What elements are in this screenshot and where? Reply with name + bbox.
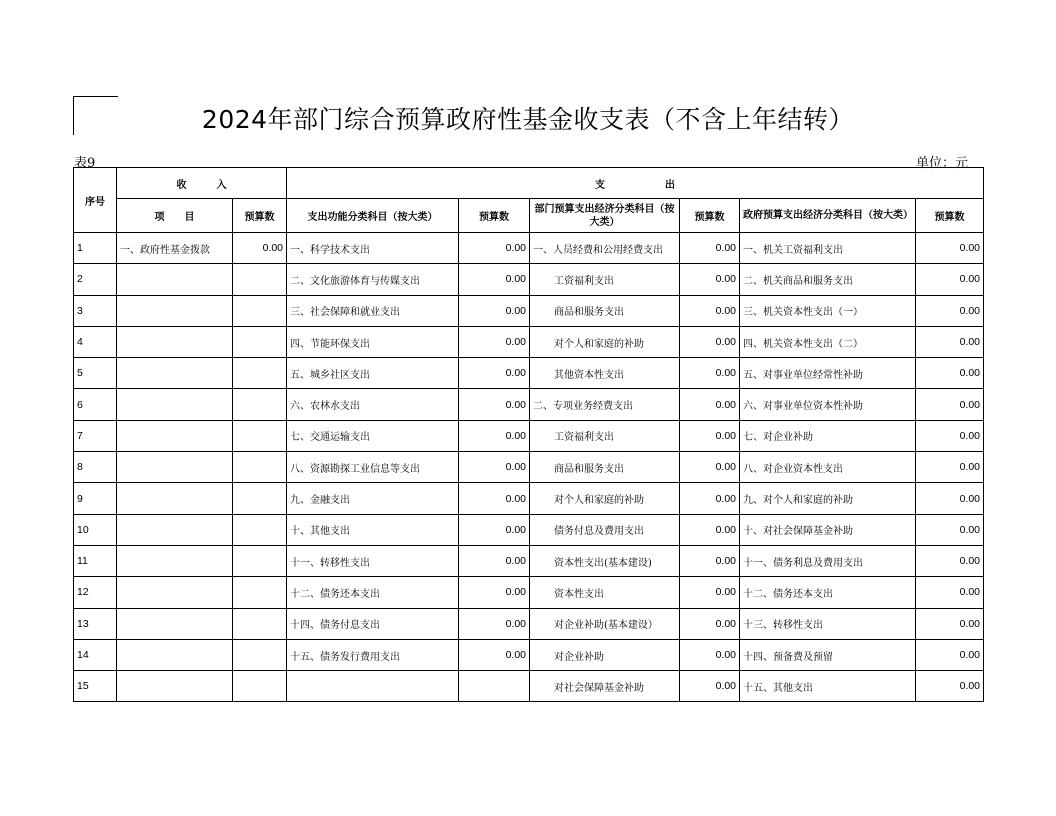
cell-seq: 7 xyxy=(74,420,117,451)
cell-seq: 6 xyxy=(74,389,117,420)
cell-income-item xyxy=(117,483,233,514)
cell-func-amount: 0.00 xyxy=(459,389,530,420)
cell-dept-amount: 0.00 xyxy=(680,639,740,670)
cell-func-class: 七、交通运输支出 xyxy=(287,420,459,451)
cell-gov-econ-class: 八、对企业资本性支出 xyxy=(740,452,916,483)
cell-gov-econ-class: 二、机关商品和服务支出 xyxy=(740,264,916,295)
cell-gov-econ-class: 十二、债务还本支出 xyxy=(740,577,916,608)
table-row xyxy=(74,326,984,357)
cell-gov-econ-class: 三、机关资本性支出（一） xyxy=(740,295,916,326)
cell-gov-amount: 0.00 xyxy=(916,420,984,451)
cell-dept-econ-class: 其他资本性支出 xyxy=(530,358,680,389)
header-seq: 序号 xyxy=(74,168,117,233)
header-gov-econ-class: 政府预算支出经济分类科目（按大类） xyxy=(740,199,916,233)
cell-dept-econ-class: 资本性支出(基本建设) xyxy=(530,545,680,576)
cell-gov-econ-class: 十一、债务利息及费用支出 xyxy=(740,545,916,576)
table-row xyxy=(74,639,984,670)
cell-func-amount xyxy=(459,671,530,702)
cell-income-item xyxy=(117,608,233,639)
cell-seq: 14 xyxy=(74,639,117,670)
cell-dept-amount: 0.00 xyxy=(680,326,740,357)
cell-gov-amount: 0.00 xyxy=(916,671,984,702)
table-row xyxy=(74,233,984,264)
header-func-amount: 预算数 xyxy=(459,199,530,233)
header-expense: 支 出 xyxy=(287,168,984,199)
cell-gov-econ-class: 十、对社会保障基金补助 xyxy=(740,514,916,545)
cell-income-amount xyxy=(233,577,287,608)
cell-income-amount xyxy=(233,264,287,295)
cell-dept-amount: 0.00 xyxy=(680,389,740,420)
cell-gov-amount: 0.00 xyxy=(916,545,984,576)
cell-gov-amount: 0.00 xyxy=(916,264,984,295)
cell-func-class: 十四、债务付息支出 xyxy=(287,608,459,639)
cell-dept-econ-class: 对企业补助 xyxy=(530,639,680,670)
table-number: 表9 xyxy=(74,156,96,171)
cell-dept-econ-class: 商品和服务支出 xyxy=(530,295,680,326)
cell-dept-econ-class: 对社会保障基金补助 xyxy=(530,671,680,702)
cell-gov-amount: 0.00 xyxy=(916,577,984,608)
cell-seq: 3 xyxy=(74,295,117,326)
table-row xyxy=(74,420,984,451)
cell-income-amount xyxy=(233,514,287,545)
cell-gov-amount: 0.00 xyxy=(916,452,984,483)
cell-func-class: 三、社会保障和就业支出 xyxy=(287,295,459,326)
table-row xyxy=(74,545,984,576)
cell-dept-econ-class: 工资福利支出 xyxy=(530,264,680,295)
cell-seq: 10 xyxy=(74,514,117,545)
table-row xyxy=(74,671,984,702)
cell-gov-amount: 0.00 xyxy=(916,608,984,639)
header-gov-amount: 预算数 xyxy=(916,199,984,233)
cell-income-amount xyxy=(233,671,287,702)
cell-func-amount: 0.00 xyxy=(459,639,530,670)
cell-seq: 13 xyxy=(74,608,117,639)
cell-dept-amount: 0.00 xyxy=(680,295,740,326)
table-row xyxy=(74,264,984,295)
table-row xyxy=(74,608,984,639)
page-title: 2024年部门综合预算政府性基金收支表（不含上年结转） xyxy=(201,105,855,134)
cell-seq: 2 xyxy=(74,264,117,295)
cell-income-item xyxy=(117,577,233,608)
cell-gov-econ-class: 十五、其他支出 xyxy=(740,671,916,702)
cell-income-item: 一、政府性基金拨款 xyxy=(117,233,233,264)
cell-income-amount xyxy=(233,295,287,326)
cell-income-amount xyxy=(233,420,287,451)
header-dept-amount: 预算数 xyxy=(680,199,740,233)
cell-gov-amount: 0.00 xyxy=(916,233,984,264)
table-row xyxy=(74,452,984,483)
cell-income-item xyxy=(117,264,233,295)
cell-func-class xyxy=(287,671,459,702)
cell-income-item xyxy=(117,389,233,420)
cell-func-amount: 0.00 xyxy=(459,358,530,389)
cell-seq: 4 xyxy=(74,326,117,357)
cell-seq: 9 xyxy=(74,483,117,514)
cell-dept-econ-class: 对个人和家庭的补助 xyxy=(530,326,680,357)
cell-func-amount: 0.00 xyxy=(459,233,530,264)
header-income-amount: 预算数 xyxy=(233,199,287,233)
cell-func-amount: 0.00 xyxy=(459,420,530,451)
cell-income-item xyxy=(117,671,233,702)
header-row-2 xyxy=(74,199,984,233)
cell-income-item xyxy=(117,358,233,389)
cell-gov-econ-class: 十三、转移性支出 xyxy=(740,608,916,639)
cell-func-amount: 0.00 xyxy=(459,483,530,514)
cell-income-item xyxy=(117,452,233,483)
cell-gov-amount: 0.00 xyxy=(916,358,984,389)
header-income: 收 入 xyxy=(117,168,287,199)
budget-table xyxy=(73,167,984,702)
cell-income-amount xyxy=(233,483,287,514)
cell-income-item xyxy=(117,639,233,670)
table-row xyxy=(74,295,984,326)
cell-func-amount: 0.00 xyxy=(459,545,530,576)
cell-func-amount: 0.00 xyxy=(459,264,530,295)
cell-income-amount xyxy=(233,389,287,420)
cell-dept-amount: 0.00 xyxy=(680,452,740,483)
header-dept-econ-class: 部门预算支出经济分类科目（按大类） xyxy=(530,199,680,233)
cell-seq: 5 xyxy=(74,358,117,389)
cell-seq: 11 xyxy=(74,545,117,576)
table-row xyxy=(74,389,984,420)
cell-gov-econ-class: 一、机关工资福利支出 xyxy=(740,233,916,264)
cell-income-amount xyxy=(233,358,287,389)
cell-func-amount: 0.00 xyxy=(459,608,530,639)
cell-income-item xyxy=(117,514,233,545)
table-row xyxy=(74,483,984,514)
cell-dept-amount: 0.00 xyxy=(680,608,740,639)
cell-func-class: 十五、债务发行费用支出 xyxy=(287,639,459,670)
cell-income-item xyxy=(117,326,233,357)
table-row xyxy=(74,577,984,608)
cell-dept-econ-class: 一、人员经费和公用经费支出 xyxy=(530,233,680,264)
cell-dept-econ-class: 债务付息及费用支出 xyxy=(530,514,680,545)
cell-func-class: 十一、转移性支出 xyxy=(287,545,459,576)
header-row-1 xyxy=(74,168,984,199)
cell-dept-econ-class: 商品和服务支出 xyxy=(530,452,680,483)
cell-income-item xyxy=(117,420,233,451)
unit-label: 单位：元 xyxy=(916,156,969,171)
cell-gov-econ-class: 十四、预备费及预留 xyxy=(740,639,916,670)
cell-seq: 8 xyxy=(74,452,117,483)
cell-dept-amount: 0.00 xyxy=(680,514,740,545)
cell-income-amount xyxy=(233,639,287,670)
cell-func-class: 二、文化旅游体育与传媒支出 xyxy=(287,264,459,295)
cell-gov-amount: 0.00 xyxy=(916,295,984,326)
cell-func-class: 九、金融支出 xyxy=(287,483,459,514)
cell-dept-amount: 0.00 xyxy=(680,420,740,451)
header-item: 项 目 xyxy=(117,199,233,233)
cell-func-class: 四、节能环保支出 xyxy=(287,326,459,357)
cell-gov-amount: 0.00 xyxy=(916,483,984,514)
cell-dept-amount: 0.00 xyxy=(680,233,740,264)
cell-dept-econ-class: 资本性支出 xyxy=(530,577,680,608)
cell-dept-amount: 0.00 xyxy=(680,577,740,608)
cell-func-class: 六、农林水支出 xyxy=(287,389,459,420)
cell-seq: 1 xyxy=(74,233,117,264)
cell-income-amount xyxy=(233,545,287,576)
cell-gov-amount: 0.00 xyxy=(916,326,984,357)
cell-dept-econ-class: 二、专项业务经费支出 xyxy=(530,389,680,420)
cell-gov-econ-class: 五、对事业单位经常性补助 xyxy=(740,358,916,389)
cell-func-class: 十、其他支出 xyxy=(287,514,459,545)
cell-seq: 15 xyxy=(74,671,117,702)
cell-dept-econ-class: 对个人和家庭的补助 xyxy=(530,483,680,514)
cell-income-amount xyxy=(233,452,287,483)
header-func-class: 支出功能分类科目（按大类） xyxy=(287,199,459,233)
cell-gov-econ-class: 九、对个人和家庭的补助 xyxy=(740,483,916,514)
cell-gov-econ-class: 七、对企业补助 xyxy=(740,420,916,451)
cell-func-amount: 0.00 xyxy=(459,326,530,357)
cell-gov-amount: 0.00 xyxy=(916,514,984,545)
cell-dept-amount: 0.00 xyxy=(680,358,740,389)
table-row xyxy=(74,358,984,389)
cell-dept-amount: 0.00 xyxy=(680,483,740,514)
cell-func-class: 八、资源勘探工业信息等支出 xyxy=(287,452,459,483)
cell-seq: 12 xyxy=(74,577,117,608)
cell-gov-amount: 0.00 xyxy=(916,389,984,420)
cell-dept-amount: 0.00 xyxy=(680,264,740,295)
cell-func-amount: 0.00 xyxy=(459,295,530,326)
cell-func-amount: 0.00 xyxy=(459,577,530,608)
cell-income-item xyxy=(117,545,233,576)
cell-income-amount xyxy=(233,608,287,639)
cell-income-amount: 0.00 xyxy=(233,233,287,264)
cell-func-amount: 0.00 xyxy=(459,452,530,483)
table-row xyxy=(74,514,984,545)
cell-func-class: 十二、债务还本支出 xyxy=(287,577,459,608)
cell-gov-amount: 0.00 xyxy=(916,639,984,670)
cell-dept-amount: 0.00 xyxy=(680,671,740,702)
cell-dept-amount: 0.00 xyxy=(680,545,740,576)
cell-func-class: 一、科学技术支出 xyxy=(287,233,459,264)
cell-gov-econ-class: 六、对事业单位资本性补助 xyxy=(740,389,916,420)
cell-func-class: 五、城乡社区支出 xyxy=(287,358,459,389)
cell-dept-econ-class: 工资福利支出 xyxy=(530,420,680,451)
cell-income-item xyxy=(117,295,233,326)
cell-income-amount xyxy=(233,326,287,357)
cell-dept-econ-class: 对企业补助(基本建设） xyxy=(530,608,680,639)
cell-gov-econ-class: 四、机关资本性支出（二） xyxy=(740,326,916,357)
cell-func-amount: 0.00 xyxy=(459,514,530,545)
